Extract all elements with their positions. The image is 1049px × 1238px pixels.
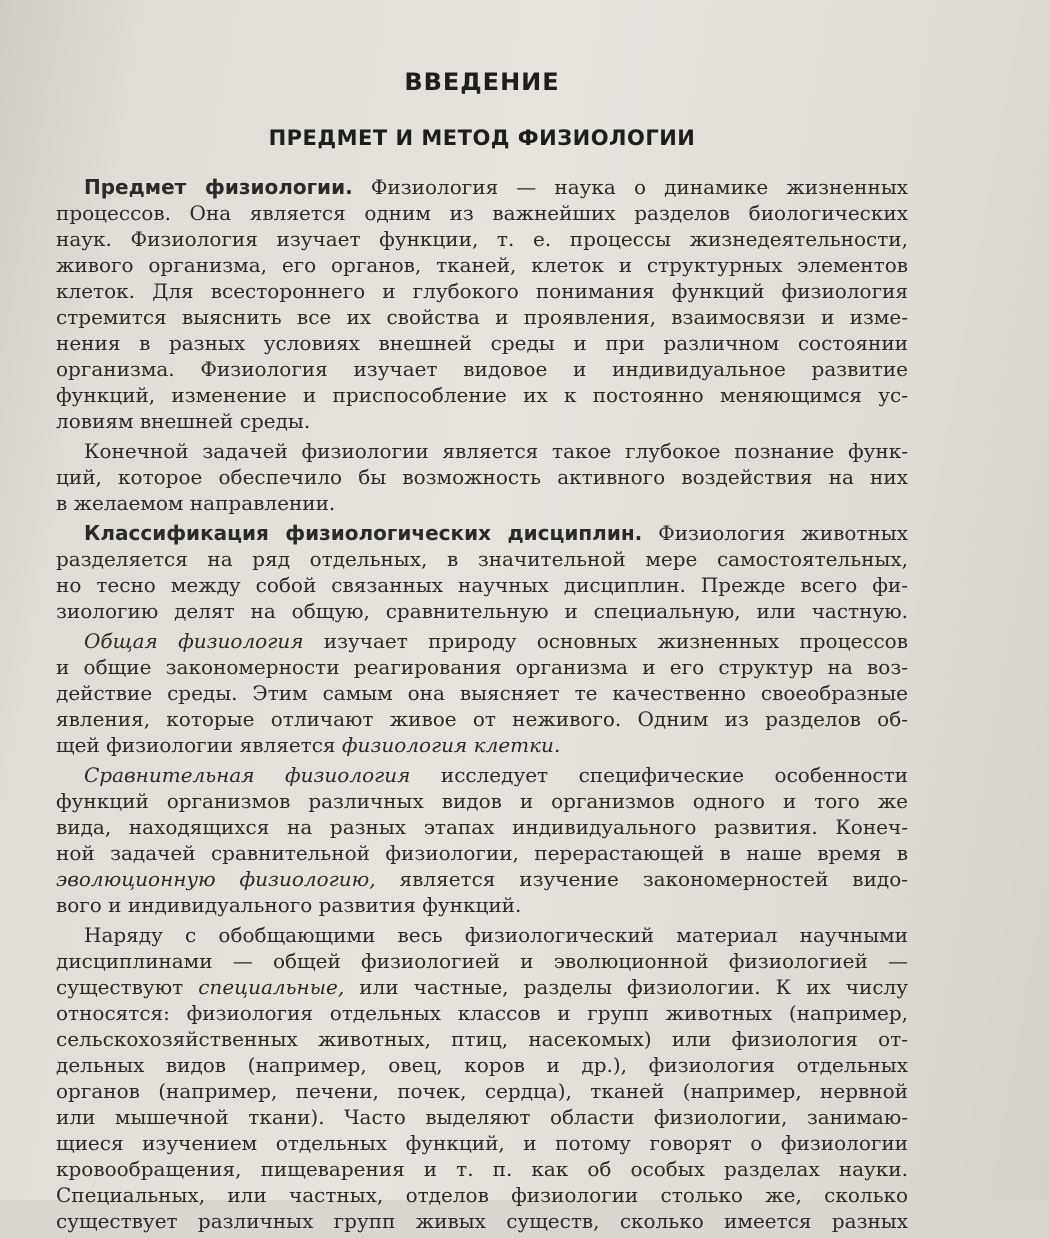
text-line: функций, изменение и приспособление их к постоянно меняющимся ус- bbox=[56, 383, 908, 407]
text-line: кровообращения, пищеварения и т. п. как об особых разделах науки. bbox=[56, 1157, 908, 1181]
text-line: Специальных, или частных, отделов физиологии столько же, сколько bbox=[56, 1183, 908, 1207]
text-line: стремится выяснить все их свойства и проявления, взаимосвязи и изме- bbox=[56, 305, 908, 329]
text-line bbox=[56, 762, 908, 788]
text-line: ловиям внешней среды. bbox=[56, 409, 311, 433]
italic-term: Общая физиология bbox=[84, 629, 304, 653]
paragraph-comparative-physiology bbox=[56, 762, 908, 918]
paragraph-general-physiology bbox=[56, 628, 908, 758]
text-line: живого организма, его органов, тканей, клеток и структурных элементов bbox=[56, 253, 908, 277]
text-line: в желаемом направлении. bbox=[56, 491, 336, 515]
text-line bbox=[56, 628, 908, 654]
text-line: процессов. Она является одним из важнейших разделов биологических bbox=[56, 201, 908, 225]
chapter-heading: ВВЕДЕНИЕ bbox=[404, 68, 560, 96]
text-line: но тесно между собой связанных научных дисциплин. Прежде всего фи- bbox=[56, 573, 908, 597]
paragraph-classification bbox=[56, 520, 908, 624]
text-line: ной задачей сравнительной физиологии, перерастающей в наше время в bbox=[56, 841, 908, 865]
italic-term: специальные, bbox=[198, 975, 345, 999]
text-line bbox=[56, 732, 908, 758]
section-heading: ПРЕДМЕТ И МЕТОД ФИЗИОЛОГИИ bbox=[268, 126, 696, 150]
text-line: Конечной задачей физиологии является такое глубокое познание функ- bbox=[84, 439, 908, 463]
text-line: сельскохозяйственных животных, птиц, насекомых) или физиология от- bbox=[56, 1027, 908, 1051]
text-line: функций организмов различных видов и организмов одного и того же bbox=[56, 789, 908, 813]
text-line: относятся: физиология отдельных классов и групп животных (например, bbox=[56, 1001, 908, 1025]
text-column bbox=[56, 60, 908, 1238]
text-line: наук. Физиология изучает функции, т. е. процессы жизнедеятельности, bbox=[56, 227, 908, 251]
text-line: ций, которое обеспечило бы возможность активного воздействия на них bbox=[56, 465, 908, 489]
text-line: и общие закономерности реагирования организма и его структур на воз- bbox=[56, 655, 908, 679]
text-line: разделяется на ряд отдельных, в значительной мере самостоятельных, bbox=[56, 547, 908, 571]
text-span: является изучение закономерностей видо- bbox=[399, 867, 909, 891]
paragraph-lead: Классификация физиологических дисциплин. bbox=[84, 521, 643, 545]
italic-term: Сравнительная физиология bbox=[84, 763, 411, 787]
text-line: нения в разных условиях внешней среды и при различном состоянии bbox=[56, 331, 908, 355]
text-span: существуют bbox=[56, 975, 184, 999]
paragraph-special-physiology bbox=[56, 922, 908, 1234]
text-line bbox=[56, 974, 908, 1000]
text-line bbox=[56, 866, 908, 892]
text-span: изучает природу основных жизненных процессов bbox=[323, 629, 908, 653]
text-span: Физиология — наука о динамике жизненных bbox=[370, 175, 909, 199]
text-span: или частные, разделы физиологии. К их числу bbox=[359, 975, 909, 999]
text-line: организма. Физиология изучает видовое и индивидуальное развитие bbox=[56, 357, 908, 381]
paragraph-subject bbox=[56, 174, 908, 434]
paragraph-goal bbox=[56, 438, 908, 516]
text-line: дисциплинами — общей физиологией и эволюционной физиологией — bbox=[56, 949, 908, 973]
text-line: действие среды. Этим самым она выясняет те качественно своеобразные bbox=[56, 681, 908, 705]
text-line: клеток. Для всестороннего и глубокого понимания функций физиология bbox=[56, 279, 908, 303]
text-line: явления, которые отличают живое от неживого. Одним из разделов об- bbox=[56, 707, 908, 731]
text-line bbox=[56, 174, 908, 200]
text-line: Наряду с обобщающими весь физиологический материал научными bbox=[84, 923, 908, 947]
text-span: исследует специфические особенности bbox=[440, 763, 909, 787]
text-line: или мышечной ткани). Часто выделяют области физиологии, занимаю- bbox=[56, 1105, 908, 1129]
text-line: дельных видов (например, овец, коров и др.), физиология отдельных bbox=[56, 1053, 908, 1077]
text-line: существует различных групп живых существ, сколько имеется разных bbox=[56, 1209, 908, 1233]
text-span: щей физиологии является bbox=[56, 733, 336, 757]
italic-term: эволюционную физиологию, bbox=[56, 867, 376, 891]
text-line: органов (например, печени, почек, сердца), тканей (например, нервной bbox=[56, 1079, 908, 1103]
text-line: вого и индивидуального развития функций. bbox=[56, 893, 522, 917]
text-line: зиологию делят на общую, сравнительную и специальную, или частную. bbox=[56, 599, 908, 623]
italic-term: физиология клетки. bbox=[341, 733, 561, 757]
text-line bbox=[56, 520, 908, 546]
text-span: Физиология животных bbox=[658, 521, 908, 545]
text-line: щиеся изучением отдельных функций, и потому говорят о физиологии bbox=[56, 1131, 908, 1155]
paragraph-lead: Предмет физиологии. bbox=[84, 175, 353, 199]
text-line: вида, находящихся на разных этапах индивидуального развития. Конеч- bbox=[56, 815, 908, 839]
